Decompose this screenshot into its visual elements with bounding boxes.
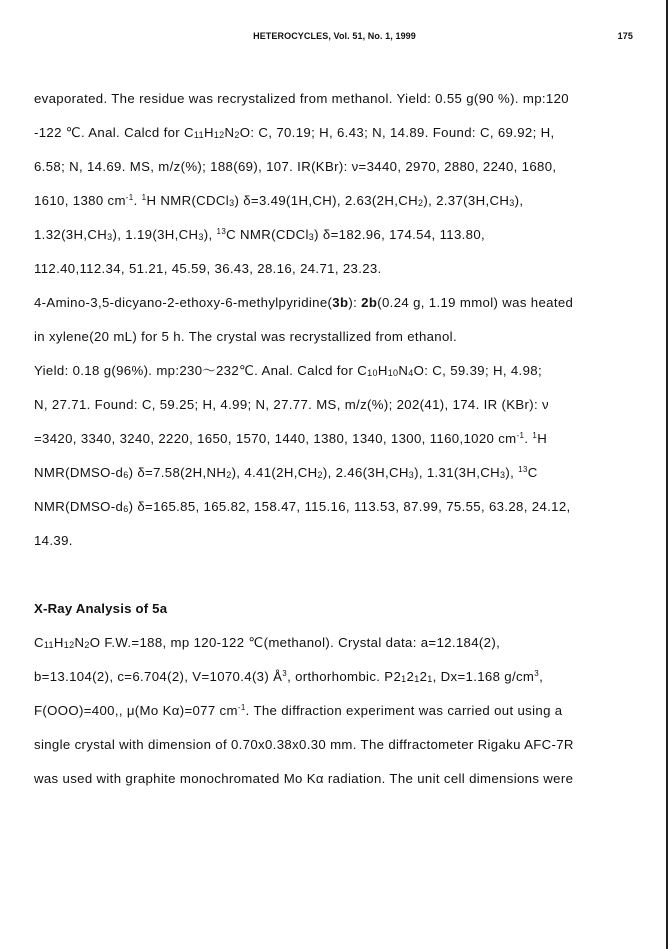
text-span: C: [527, 465, 538, 480]
text-span: in xylene(20 mL) for 5 h. The crystal was recrystallized from ethanol.: [34, 329, 457, 344]
subscript: 12: [63, 640, 75, 650]
text-span: ),: [514, 193, 524, 208]
text-span: .: [524, 431, 533, 446]
subscript: 3: [107, 232, 113, 242]
text-span: ):: [348, 295, 362, 310]
page-number: 175: [617, 31, 633, 41]
subscript: 3: [198, 232, 204, 242]
text-line: [34, 320, 644, 354]
text-line: [34, 456, 644, 490]
text-span: Yield: 0.18 g(96%). mp:230～232℃. Anal. Calcd for C: [34, 363, 368, 378]
text-span: 2: [419, 669, 428, 684]
subscript: 2: [226, 470, 232, 480]
subscript: 12: [213, 130, 225, 140]
superscript: 3: [282, 669, 288, 678]
subscript: 11: [193, 130, 204, 140]
text-line: [34, 762, 644, 796]
text-span: (0.24 g, 1.19 mmol) was heated: [377, 295, 574, 310]
text-span: ), 2.37(3H,CH: [423, 193, 510, 208]
text-span: ), 2.46(3H,CH: [322, 465, 409, 480]
text-span: , orthorhombic. P2: [287, 669, 402, 684]
text-span: .: [133, 193, 142, 208]
text-span: 2: [406, 669, 415, 684]
journal-citation: HETEROCYCLES, Vol. 51, No. 1, 1999: [253, 31, 416, 41]
text-line: [34, 524, 644, 558]
text-span: N: [398, 363, 409, 378]
page-edge-rule: [666, 0, 668, 949]
text-span: N: [224, 125, 235, 140]
text-line: [34, 184, 644, 218]
text-span: 14.39.: [34, 533, 73, 548]
text-span: -122 ℃. Anal. Calcd for C: [34, 125, 194, 140]
text-line: [34, 422, 644, 456]
subscript: 11: [43, 640, 54, 650]
text-span: C: [34, 635, 44, 650]
superscript: -1: [237, 703, 246, 712]
text-span: . The diffraction experiment was carried out using a: [245, 703, 563, 718]
text-span: ) δ=182.96, 174.54, 113.80,: [314, 227, 486, 242]
subscript: 3: [408, 470, 415, 480]
text-line: [34, 116, 644, 150]
text-line: [34, 82, 644, 116]
subscript: 2: [234, 130, 240, 140]
text-span: single crystal with dimension of 0.70x0.38x0.30 mm. The diffractometer Rigaku AFC-7R: [34, 737, 574, 752]
text-span: N, 27.71. Found: C, 59.25; H, 4.99; N, 27.77. MS, m/z(%); 202(41), 174. IR (KBr): ν: [34, 397, 549, 412]
subscript: 2: [84, 640, 90, 650]
superscript: 3: [534, 669, 540, 678]
compound-label: 2b: [361, 295, 378, 310]
subscript: 3: [500, 470, 506, 480]
text-span: 6.58; N, 14.69. MS, m/z(%); 188(69), 107. IR(KBr): ν=3440, 2970, 2880, 2240, 1680,: [34, 159, 557, 174]
superscript: 13: [216, 227, 227, 236]
text-span: O: C, 59.39; H, 4.98;: [413, 363, 542, 378]
subscript: 2: [417, 198, 424, 208]
text-span: H: [203, 125, 214, 140]
section-spacer: [34, 558, 644, 592]
text-span: ) δ=165.85, 165.82, 158.47, 115.16, 113.53, 87.99, 75.55, 63.28, 24.12,: [128, 499, 571, 514]
text-line: [34, 218, 644, 252]
text-span: ), 4.41(2H,CH: [231, 465, 318, 480]
text-span: ,: [539, 669, 544, 684]
text-span: ), 1.31(3H,CH: [414, 465, 500, 480]
superscript: 13: [518, 465, 528, 474]
text-span: N: [74, 635, 85, 650]
text-span: b=13.104(2), c=6.704(2), V=1070.4(3) Å: [34, 669, 283, 684]
text-span: 112.40,112.34, 51.21, 45.59, 36.43, 28.16, 24.71, 23.23.: [34, 261, 382, 276]
text-line: [34, 490, 644, 524]
text-span: C NMR(CDCl: [226, 227, 309, 242]
text-span: ) δ=7.58(2H,NH: [128, 465, 227, 480]
text-span: O F.W.=188, mp 120-122 ℃(methanol). Crystal data: a=12.184(2),: [89, 635, 501, 650]
superscript: 1: [532, 431, 538, 440]
text-span: NMR(DMSO-d: [34, 499, 124, 514]
subscript: 1: [401, 674, 407, 684]
subscript: 1: [427, 674, 433, 684]
text-span: evaporated. The residue was recrystalized from methanol. Yield: 0.55 g(90 %). mp:120: [34, 91, 569, 106]
text-span: NMR(DMSO-d: [34, 465, 124, 480]
text-line: [34, 354, 644, 388]
text-span: ),: [505, 465, 519, 480]
subscript: 4: [408, 368, 414, 378]
text-span: ) δ=3.49(1H,CH), 2.63(2H,CH: [234, 193, 418, 208]
article-body: [34, 82, 644, 796]
text-span: 1.32(3H,CH: [34, 227, 108, 242]
text-span: , Dx=1.168 g/cm: [432, 669, 535, 684]
text-line: [34, 150, 644, 184]
text-line: [34, 728, 644, 762]
text-span: 4-Amino-3,5-dicyano-2-ethoxy-6-methylpyridine(: [34, 295, 333, 310]
subscript: 10: [367, 368, 378, 378]
text-line: [34, 626, 644, 660]
subscript: 6: [123, 504, 129, 514]
text-span: F(OOO)=400,, μ(Mo Kα)=077 cm: [34, 703, 238, 718]
text-span: O: C, 70.19; H, 6.43; N, 14.89. Found: C, 69.92; H,: [239, 125, 555, 140]
text-line: [34, 694, 644, 728]
text-span: H: [377, 363, 388, 378]
text-span: ), 1.19(3H,CH: [112, 227, 199, 242]
superscript: -1: [125, 193, 134, 202]
text-line: [34, 252, 644, 286]
running-head: [0, 31, 669, 45]
subscript: 3: [308, 232, 315, 242]
text-span: =3420, 3340, 3240, 2220, 1650, 1570, 1440, 1380, 1340, 1300, 1160,1020 cm: [34, 431, 517, 446]
subscript: 10: [387, 368, 399, 378]
compound-label: 3b: [332, 295, 349, 310]
text-line: [34, 660, 644, 694]
text-line: [34, 286, 644, 320]
subscript: 3: [509, 198, 515, 208]
text-span: H: [537, 431, 548, 446]
text-span: H NMR(CDCl: [146, 193, 230, 208]
section-heading: X-Ray Analysis of 5a: [34, 601, 168, 616]
subscript: 2: [317, 470, 323, 480]
superscript: 1: [141, 193, 147, 202]
text-span: ),: [203, 227, 217, 242]
subscript: 1: [414, 674, 420, 684]
text-span: was used with graphite monochromated Mo Kα radiation. The unit cell dimensions were: [34, 771, 574, 786]
superscript: -1: [516, 431, 525, 440]
text-line: [34, 388, 644, 422]
subscript: 3: [229, 198, 235, 208]
text-span: H: [53, 635, 64, 650]
text-span: 1610, 1380 cm: [34, 193, 126, 208]
subscript: 6: [123, 470, 129, 480]
